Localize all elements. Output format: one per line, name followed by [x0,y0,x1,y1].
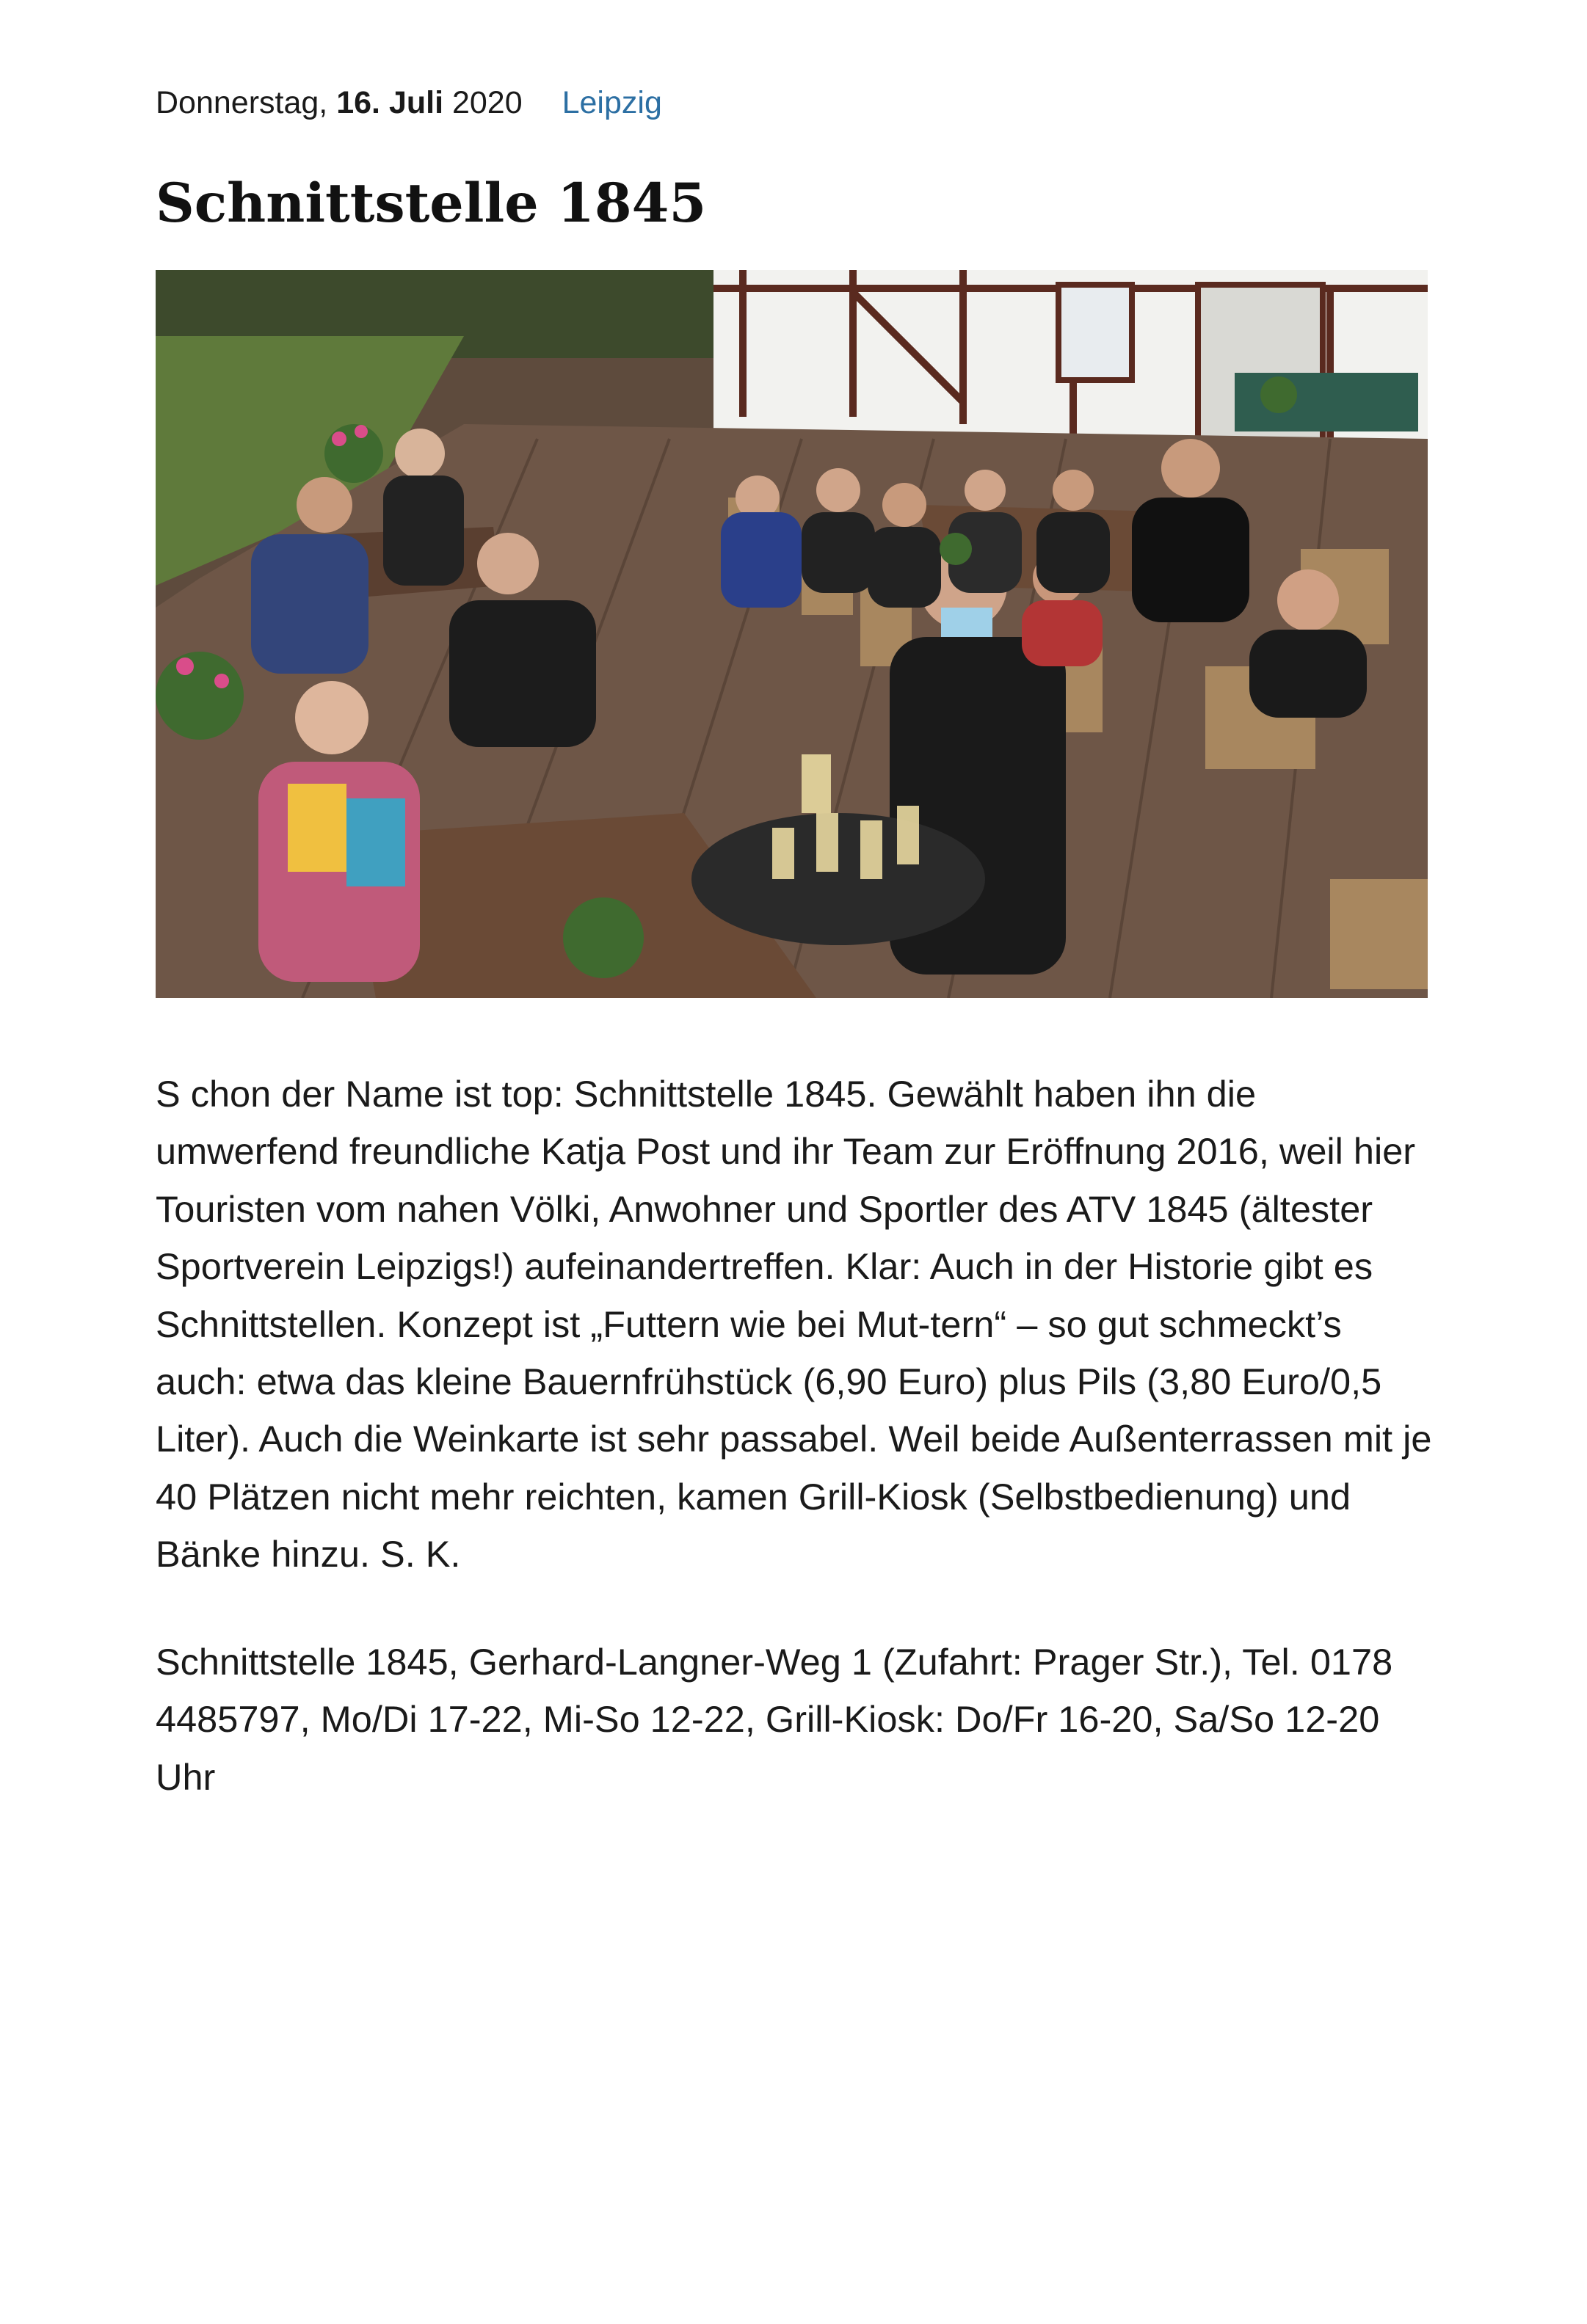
weekday: Donnerstag, [156,85,328,120]
dateline [156,82,662,123]
article-body: S chon der Name ist top: Schnittstelle 1845. Gewählt haben ihn die umwerfend freundliche Katja Post und ihr Team zur Eröffnung 2016, weil hier Touristen vom nahen Völki, Anwohner und Sportler des ATV 1845 (ältester Sportverein Leipzigs!) aufeinandertreffen. Klar: Auch in der Historie gibt es Schnittstellen. Konzept ist „Futtern wie bei Mut-tern“ – so gut schmeckt’s auch: etwa das kleine Bauernfrühstück (6,90 Euro) plus Pils (3,80 Euro/0,5 Liter). Auch die Weinkarte ist sehr passabel. Weil beide Außenterrassen mit je 40 Plätzen nicht mehr reichten, kamen Grill-Kiosk (Selbstbedienung) und Bänke hinzu. S. K. [156,1073,1432,1576]
article-title: Schnittstelle 1845 [156,172,707,235]
beer-garden-photo [156,270,1428,998]
year: 2020 [451,85,523,120]
venue-info: Schnittstelle 1845, Gerhard-Langner-Weg 1 (Zufahrt: Prager Str.), Tel. 0178 4485797, Mo/Di 17-22, Mi-So 12-22, Grill-Kiosk: Do/Fr 16-20, Sa/So 12-20 Uhr [156,1641,1393,1798]
city-link[interactable]: Leipzig [562,85,662,120]
date: 16. Juli [336,85,444,120]
